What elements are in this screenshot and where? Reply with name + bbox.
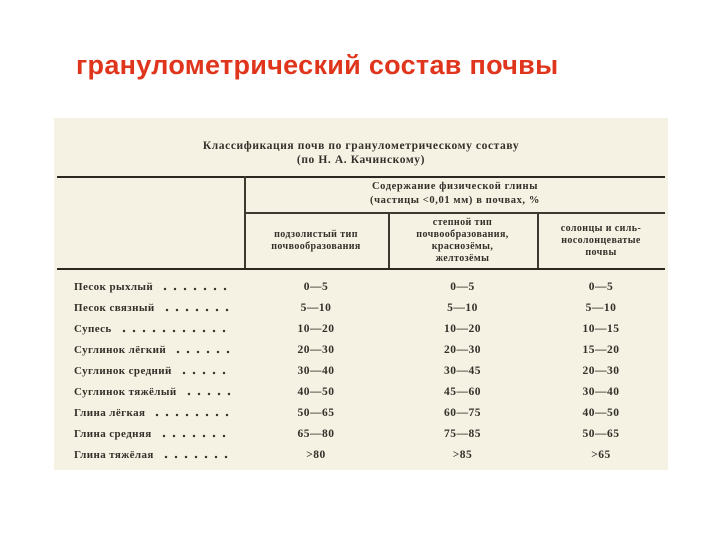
dot-leader — [161, 452, 232, 462]
table-row — [57, 318, 665, 339]
column-header-line: подзолистый тип — [274, 228, 358, 240]
column-header-line: краснозёмы, — [431, 240, 494, 252]
table-caption-line1: Классификация почв по гранулометрическому составу — [202, 140, 520, 152]
group-header-line1: Содержание физической глины — [371, 181, 538, 192]
podzolic-value: 30—40 — [297, 364, 335, 377]
column-header-solonetz — [537, 213, 665, 268]
solonetz-value: 0—5 — [588, 280, 614, 293]
soil-type-label: Глина тяжёлая — [74, 448, 154, 461]
soil-type-label: Глина лёгкая — [74, 406, 146, 419]
column-header-podzolic — [244, 213, 388, 268]
steppe-value: 10—20 — [444, 322, 481, 335]
soil-type-label: Песок связный — [74, 301, 155, 314]
column-header-line: носолонцеватые — [561, 234, 641, 246]
dot-leader — [159, 431, 232, 441]
column-header-line: солонцы и силь- — [560, 222, 642, 234]
soil-type-cell — [57, 343, 244, 357]
slide-title: гранулометрический состав почвы — [76, 50, 559, 80]
solonetz-value: 10—15 — [582, 322, 620, 335]
table-row — [57, 297, 665, 318]
scanned-table-image — [54, 118, 668, 470]
column-header-line: степной тип — [432, 216, 493, 228]
steppe-value: 5—10 — [447, 301, 478, 314]
dot-leader — [179, 368, 232, 378]
podzolic-value: 0—5 — [303, 280, 329, 293]
table-body — [57, 276, 665, 465]
podzolic-value: 5—10 — [300, 301, 332, 314]
group-header-line2: (частицы <0,01 мм) в почвах, % — [370, 195, 540, 206]
solonetz-value: >65 — [591, 448, 611, 461]
soil-type-cell — [57, 385, 244, 399]
solonetz-value: 50—65 — [582, 427, 620, 440]
soil-type-label: Суглинок тяжёлый — [74, 385, 177, 398]
group-header-clay-content — [245, 180, 665, 212]
soil-type-cell — [57, 364, 244, 378]
steppe-value: 45—60 — [444, 385, 481, 398]
steppe-value: 20—30 — [444, 343, 481, 356]
table-caption-line2: (по Н. А. Качинскому) — [296, 154, 426, 166]
soil-type-cell — [57, 280, 244, 294]
podzolic-value: 20—30 — [297, 343, 335, 356]
dot-leader — [119, 326, 232, 336]
column-header-line: почвы — [585, 246, 617, 258]
solonetz-value: 40—50 — [582, 406, 620, 419]
solonetz-value: 5—10 — [585, 301, 617, 314]
column-header-steppe — [388, 213, 537, 268]
steppe-value: 30—45 — [444, 364, 481, 377]
podzolic-value: 10—20 — [297, 322, 335, 335]
steppe-value: >85 — [452, 448, 473, 461]
table-row — [57, 423, 665, 444]
solonetz-value: 30—40 — [582, 385, 620, 398]
soil-type-cell — [57, 322, 244, 336]
soil-type-cell — [57, 406, 244, 420]
table-row — [57, 402, 665, 423]
dot-leader — [162, 305, 232, 315]
steppe-value: 60—75 — [444, 406, 481, 419]
column-header-line: почвообразования — [271, 240, 361, 252]
table-row — [57, 360, 665, 381]
soil-type-label: Песок рыхлый — [74, 280, 154, 293]
table-row — [57, 444, 665, 465]
soil-type-label: Суглинок средний — [74, 364, 172, 377]
podzolic-value: 65—80 — [297, 427, 335, 440]
dot-leader — [184, 389, 232, 399]
table-row — [57, 381, 665, 402]
soil-type-cell — [57, 427, 244, 441]
dot-leader — [160, 284, 232, 294]
soil-type-label: Суглинок лёгкий — [74, 343, 167, 356]
soil-type-label: Супесь — [74, 322, 112, 335]
podzolic-value: 50—65 — [297, 406, 335, 419]
solonetz-value: 15—20 — [582, 343, 620, 356]
table-row — [57, 339, 665, 360]
table-caption — [54, 139, 668, 167]
solonetz-value: 20—30 — [582, 364, 620, 377]
column-header-line: желтозёмы — [435, 252, 490, 264]
soil-type-cell — [57, 448, 244, 462]
steppe-value: 75—85 — [444, 427, 481, 440]
column-header-line: почвообразования, — [416, 228, 509, 240]
podzolic-value: >80 — [306, 448, 326, 461]
soil-type-cell — [57, 301, 244, 315]
dot-leader — [173, 347, 232, 357]
table-row — [57, 276, 665, 297]
header-bottom-rule — [57, 268, 665, 270]
soil-type-label: Глина средняя — [74, 427, 152, 440]
table-top-rule — [57, 176, 665, 178]
podzolic-value: 40—50 — [297, 385, 335, 398]
dot-leader — [152, 410, 232, 420]
steppe-value: 0—5 — [450, 280, 475, 293]
